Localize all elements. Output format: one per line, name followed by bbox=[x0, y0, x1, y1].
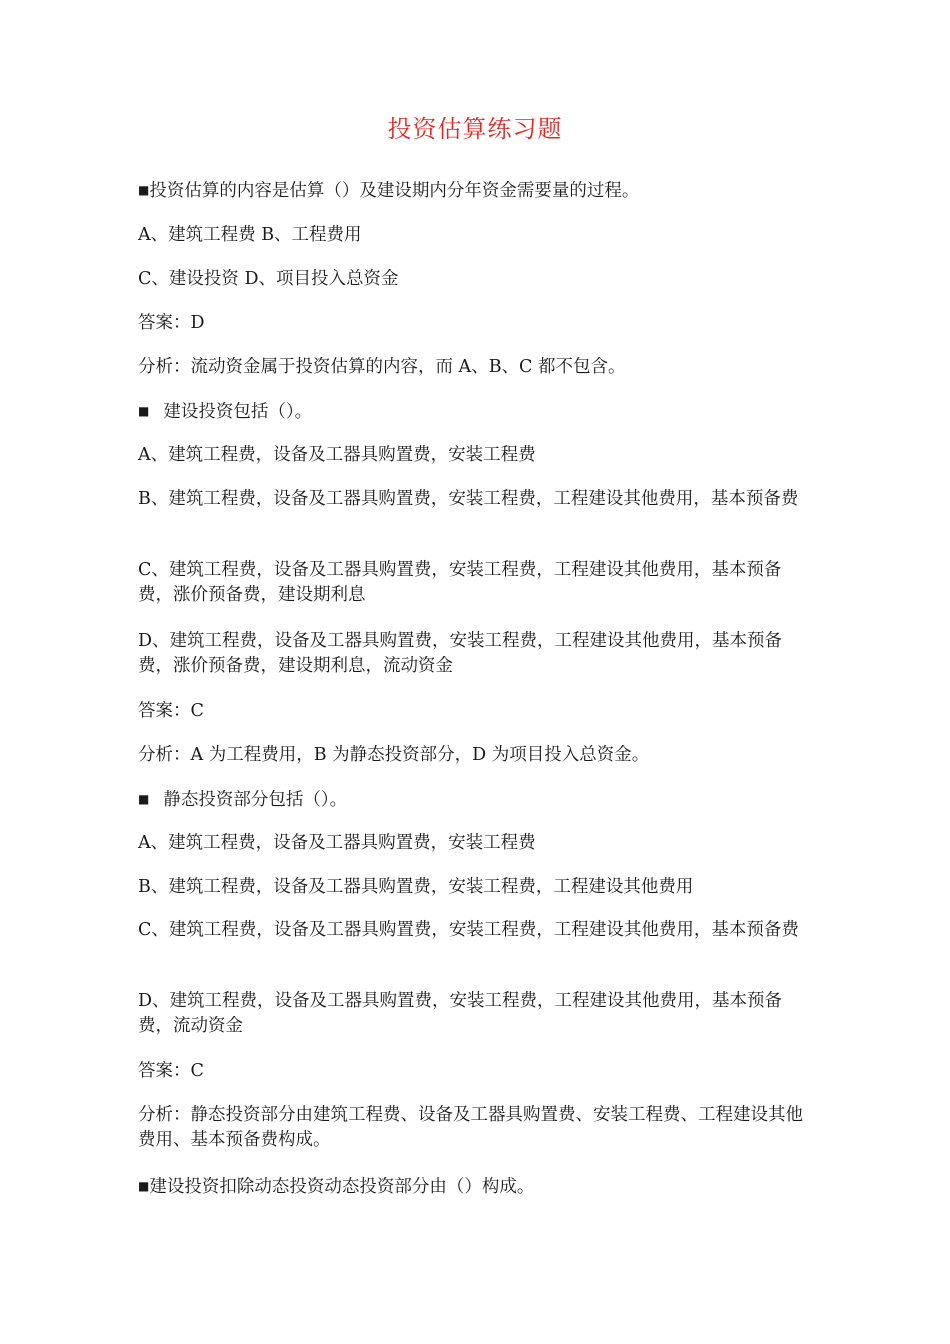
question-3-stem bbox=[138, 787, 810, 813]
question-1-options-ab: A、建筑工程费 B、工程费用 bbox=[138, 225, 362, 245]
question-2-answer: 答案：C bbox=[138, 701, 204, 721]
question-1-stem bbox=[138, 178, 810, 204]
bullet-square-icon: ■ bbox=[138, 404, 150, 418]
question-2-option-d: D、建筑工程费，设备及工器具购置费，安装工程费，工程建设其他费用，基本预备费，涨价预备费，建设期利息，流动资金 bbox=[138, 631, 783, 676]
question-4-stem bbox=[138, 1174, 810, 1200]
question-2-stem bbox=[138, 399, 810, 425]
question-1-answer: 答案：D bbox=[138, 313, 205, 333]
question-3-option-d: D、建筑工程费，设备及工器具购置费，安装工程费，工程建设其他费用，基本预备费，流动资金 bbox=[138, 991, 783, 1036]
question-3-option-c: C、建筑工程费，设备及工器具购置费，安装工程费，工程建设其他费用，基本预备费 bbox=[138, 920, 799, 940]
question-3-answer: 答案：C bbox=[138, 1061, 204, 1081]
bullet-square-icon: ■ bbox=[138, 792, 150, 806]
bullet-square-icon: ■ bbox=[138, 1179, 150, 1193]
question-3-option-a: A、建筑工程费，设备及工器具购置费，安装工程费 bbox=[138, 833, 536, 853]
question-1-analysis: 分析：流动资金属于投资估算的内容，而 A、B、C 都不包含。 bbox=[138, 357, 626, 377]
question-3-stem-text: 静态投资部分包括（）。 bbox=[163, 790, 348, 810]
question-3-option-b: B、建筑工程费，设备及工器具购置费，安装工程费，工程建设其他费用 bbox=[138, 877, 694, 897]
question-2-analysis: 分析：A 为工程费用，B 为静态投资部分，D 为项目投入总资金。 bbox=[138, 745, 650, 765]
question-2-option-b: B、建筑工程费，设备及工器具购置费，安装工程费，工程建设其他费用，基本预备费 bbox=[138, 489, 799, 509]
question-4-stem-text: 建设投资扣除动态投资动态投资部分由（）构成。 bbox=[149, 1177, 535, 1197]
question-3-analysis: 分析：静态投资部分由建筑工程费、设备及工器具购置费、安装工程费、工程建设其他费用、基本预备费构成。 bbox=[138, 1105, 803, 1150]
question-2-option-a: A、建筑工程费，设备及工器具购置费，安装工程费 bbox=[138, 445, 536, 465]
document-title: 投资估算练习题 bbox=[387, 115, 563, 143]
question-2-stem-text: 建设投资包括（）。 bbox=[163, 402, 313, 422]
question-1-stem-text: 投资估算的内容是估算（）及建设期内分年资金需要量的过程。 bbox=[149, 181, 640, 201]
bullet-square-icon: ■ bbox=[138, 183, 150, 197]
question-1-options-cd: C、建设投资 D、项目投入总资金 bbox=[138, 269, 399, 289]
question-2-option-c: C、建筑工程费，设备及工器具购置费，安装工程费，工程建设其他费用，基本预备费，涨价预备费，建设期利息 bbox=[138, 560, 782, 605]
